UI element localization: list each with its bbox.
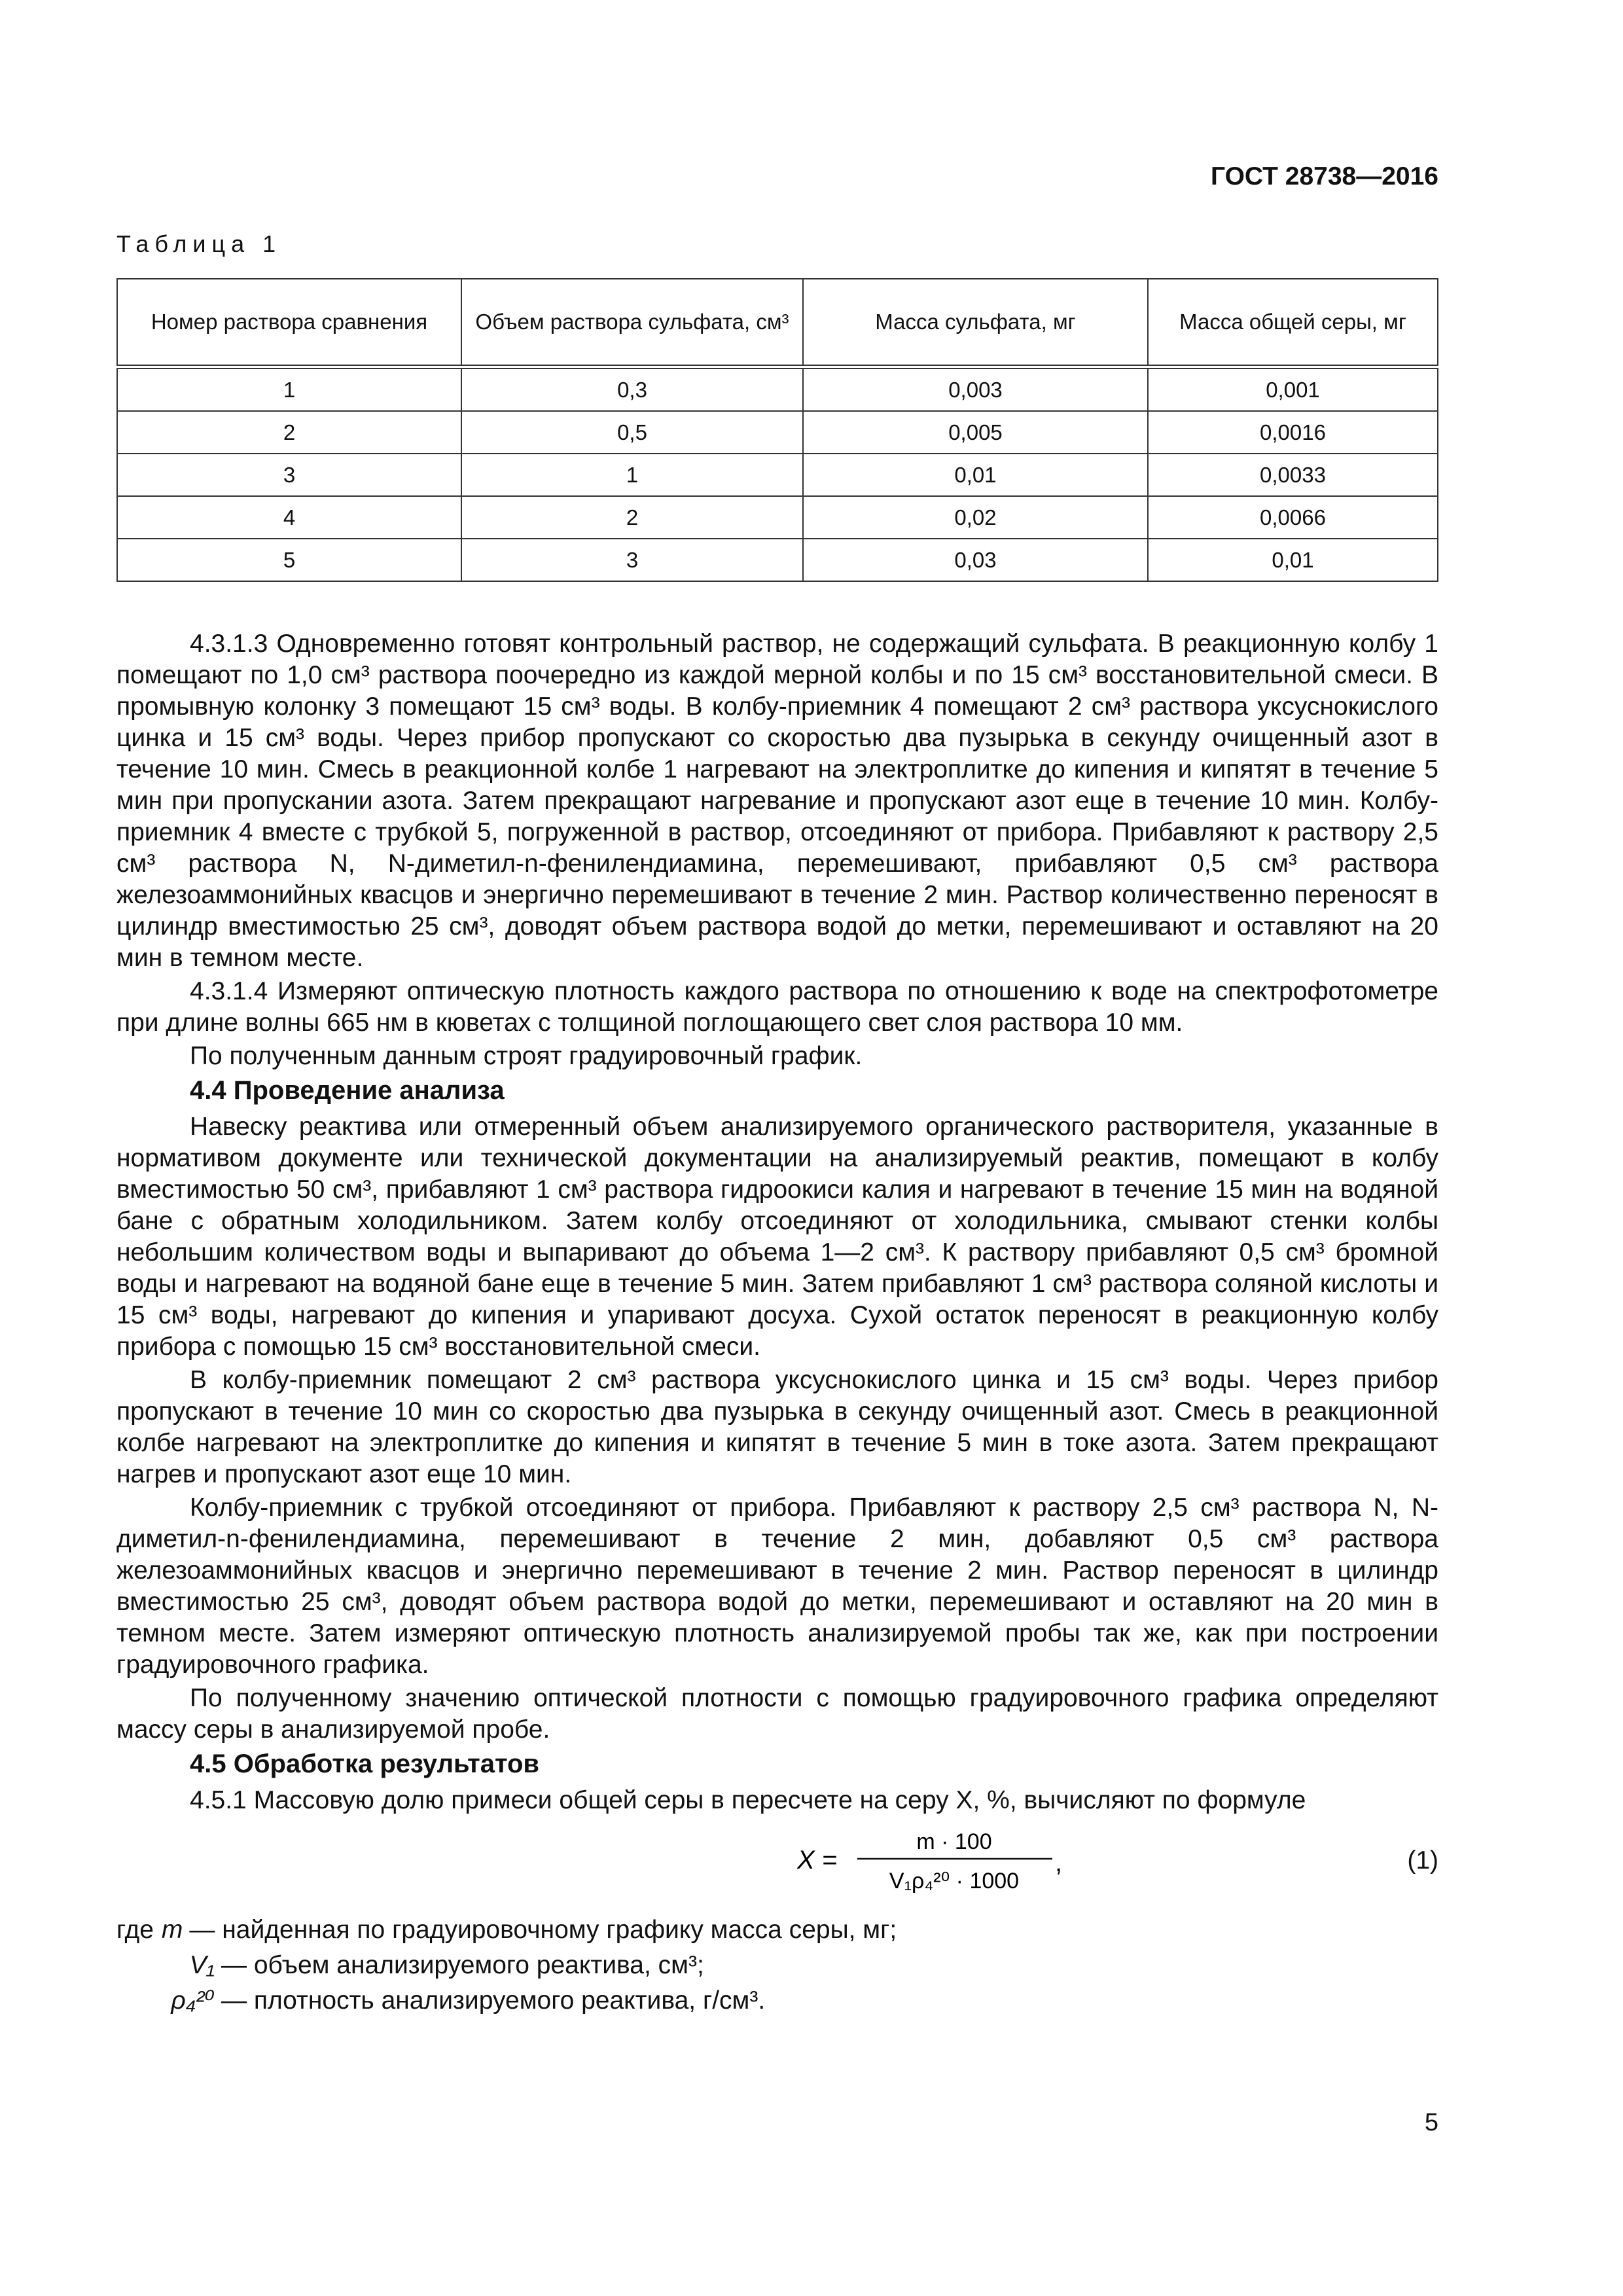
- formula-comma: ,: [1055, 1848, 1063, 1877]
- definition-text: — плотность анализируемого реактива, г/см³.: [221, 1986, 766, 2015]
- formula-graphic: [797, 1821, 1137, 1900]
- table-cell: 0,0033: [1148, 454, 1438, 496]
- formula-denominator: V₁ρ₄²⁰ · 1000: [889, 1869, 1020, 1893]
- formula-number: (1): [1407, 1846, 1438, 1874]
- page-number: 5: [1424, 2109, 1438, 2136]
- formula-1: [116, 1821, 1438, 1900]
- definition-v1: [116, 1950, 1438, 1981]
- table-row: [117, 454, 1438, 496]
- body-text: [116, 628, 1438, 2020]
- table-cell: 0,01: [803, 454, 1148, 496]
- table-cell: 0,003: [803, 367, 1148, 412]
- table-cell: 2: [117, 411, 461, 454]
- table-cell: 1: [461, 454, 803, 496]
- table-cell: 0,03: [803, 539, 1148, 581]
- table-cell: 2: [461, 496, 803, 539]
- paragraph-4-4-d: По полученному значению оптической плотности с помощью градуировочного графика определяют массу серы в анализируемой пробе.: [116, 1684, 1438, 1744]
- table-row: [117, 496, 1438, 539]
- section-heading-4-4: 4.4 Проведение анализа: [190, 1076, 505, 1105]
- definition-text: — найденная по градуировочному графику масса серы, мг;: [189, 1916, 897, 1944]
- paragraph-calibration-graph: По полученным данным строят градуировочный график.: [190, 1042, 863, 1070]
- formula-lhs: X =: [797, 1846, 838, 1874]
- table-header-cell: Объем раствора сульфата, см³: [461, 279, 803, 367]
- table-cell: 0,001: [1148, 367, 1438, 412]
- table-header-row: [117, 279, 1438, 367]
- formula-numerator: m · 100: [916, 1829, 992, 1854]
- paragraph-4-3-1-3: 4.3.1.3 Одновременно готовят контрольный раствор, не содержащий сульфата. В реакционную колбу 1 помещают по 1,0 см³ раствора поочередно из каждой мерной колбы и по 15 см³ восстановительной смеси. В промывную колонку 3 помещают 15 см³ воды. В колбу-приемник 4 помещают 2 см³ раствора уксуснокислого цинка и 15 см³ воды. Через прибор пропускают со скоростью два пузырька в секунду очищенный азот в течение 10 мин. Смесь в реакционной колбе 1 нагревают на электроплитке до кипения и кипятят в течение 5 мин при пропускании азота. Затем прекращают нагревание и пропускают азот еще в течение 10 мин. Колбу-приемник 4 вместе с трубкой 5, погруженной в раствор, отсоединяют от прибора. Прибавляют к раствору 2,5 см³ раствора N, N-диметил-n-фенилендиамина, перемешивают, прибавляют 0,5 см³ раствора железоаммонийных квасцов и энергично перемешивают в течение 2 мин. Раствор количественно переносят в цилиндр вместимостью 25 см³, доводят объем раствора водой до метки, перемешивают и оставляют на 20 мин в темном месте.: [116, 630, 1438, 972]
- table-1: [116, 278, 1438, 582]
- table-header-cell: Масса общей серы, мг: [1148, 279, 1438, 367]
- table-cell: 5: [117, 539, 461, 581]
- table-cell: 0,02: [803, 496, 1148, 539]
- table-cell: 0,5: [461, 411, 803, 454]
- paragraph-4-4-c: Колбу-приемник с трубкой отсоединяют от прибора. Прибавляют к раствору 2,5 см³ раствора N, N-диметил-n-фенилендиамина, перемешивают в течение 2 мин, добавляют 0,5 см³ раствора железоаммонийных квасцов и энергично перемешивают в течение 2 мин. Раствор переносят в цилиндр вместимостью 25 см³, доводят объем раствора водой до метки, перемешивают и оставляют на 20 мин в темном месте. Затем измеряют оптическую плотность анализируемой пробы так же, как при построении градуировочного графика.: [116, 1494, 1438, 1679]
- table-cell: 1: [117, 367, 461, 412]
- paragraph-4-3-1-4: 4.3.1.4 Измеряют оптическую плотность каждого раствора по отношению к воде на спектрофотометре при длине волны 665 нм в кюветах с толщиной поглощающего свет слоя раствора 10 мм.: [116, 977, 1438, 1037]
- table-header-cell: Номер раствора сравнения: [117, 279, 461, 367]
- table-row: [117, 539, 1438, 581]
- variable-definitions: [116, 1914, 1438, 2017]
- table-cell: 3: [461, 539, 803, 581]
- paragraph-4-4-b: В колбу-приемник помещают 2 см³ раствора уксуснокислого цинка и 15 см³ воды. Через прибор пропускают в течение 10 мин со скоростью два пузырька в секунду очищенный азот. Смесь в реакционной колбе нагревают на электроплитке до кипения и кипятят в течение 5 мин в токе азота. Затем прекращают нагрев и пропускают азот еще 10 мин.: [116, 1366, 1438, 1488]
- table-cell: 0,005: [803, 411, 1148, 454]
- definition-symbol: ρ₄²⁰: [171, 1986, 215, 2015]
- paragraph-4-5-1: 4.5.1 Массовую долю примеси общей серы в пересчете на серу X, %, вычисляют по формуле: [190, 1786, 1306, 1814]
- table-title: Таблица 1: [116, 230, 282, 257]
- standard-code-header: ГОСТ 28738—2016: [1211, 162, 1438, 190]
- definition-m: [116, 1914, 1438, 1946]
- section-heading-4-5: 4.5 Обработка результатов: [190, 1749, 540, 1778]
- table-cell: 0,0016: [1148, 411, 1438, 454]
- where-prefix: где: [116, 1916, 154, 1944]
- table-cell: 3: [117, 454, 461, 496]
- table-cell: 0,01: [1148, 539, 1438, 581]
- table-cell: 0,0066: [1148, 496, 1438, 539]
- definition-rho: [116, 1985, 1438, 2017]
- table-header-cell: Масса сульфата, мг: [803, 279, 1148, 367]
- table-row: [117, 411, 1438, 454]
- table-cell: 4: [117, 496, 461, 539]
- table-cell: 0,3: [461, 367, 803, 412]
- definition-symbol: V₁: [189, 1951, 215, 1979]
- table-row: [117, 367, 1438, 412]
- paragraph-4-4-a: Навеску реактива или отмеренный объем анализируемого органического растворителя, указанные в нормативом документе или технической документации на анализируемый реактив, помещают в колбу вместимостью 50 см³, прибавляют 1 см³ раствора гидроокиси калия и нагревают в течение 15 мин на водяной бане с обратным холодильником. Затем колбу отсоединяют от холодильника, смывают стенки колбы небольшим количеством воды и выпаривают до объема 1—2 см³. К раствору прибавляют 0,5 см³ бромной воды и нагревают на водяной бане еще в течение 5 мин. Затем прибавляют 1 см³ раствора соляной кислоты и 15 см³ воды, нагревают до кипения и упаривают досуха. Сухой остаток переносят в реакционную колбу прибора с помощью 15 см³ восстановительной смеси.: [116, 1113, 1438, 1361]
- definition-text: — объем анализируемого реактива, см³;: [221, 1951, 704, 1979]
- definition-symbol: m: [161, 1916, 183, 1944]
